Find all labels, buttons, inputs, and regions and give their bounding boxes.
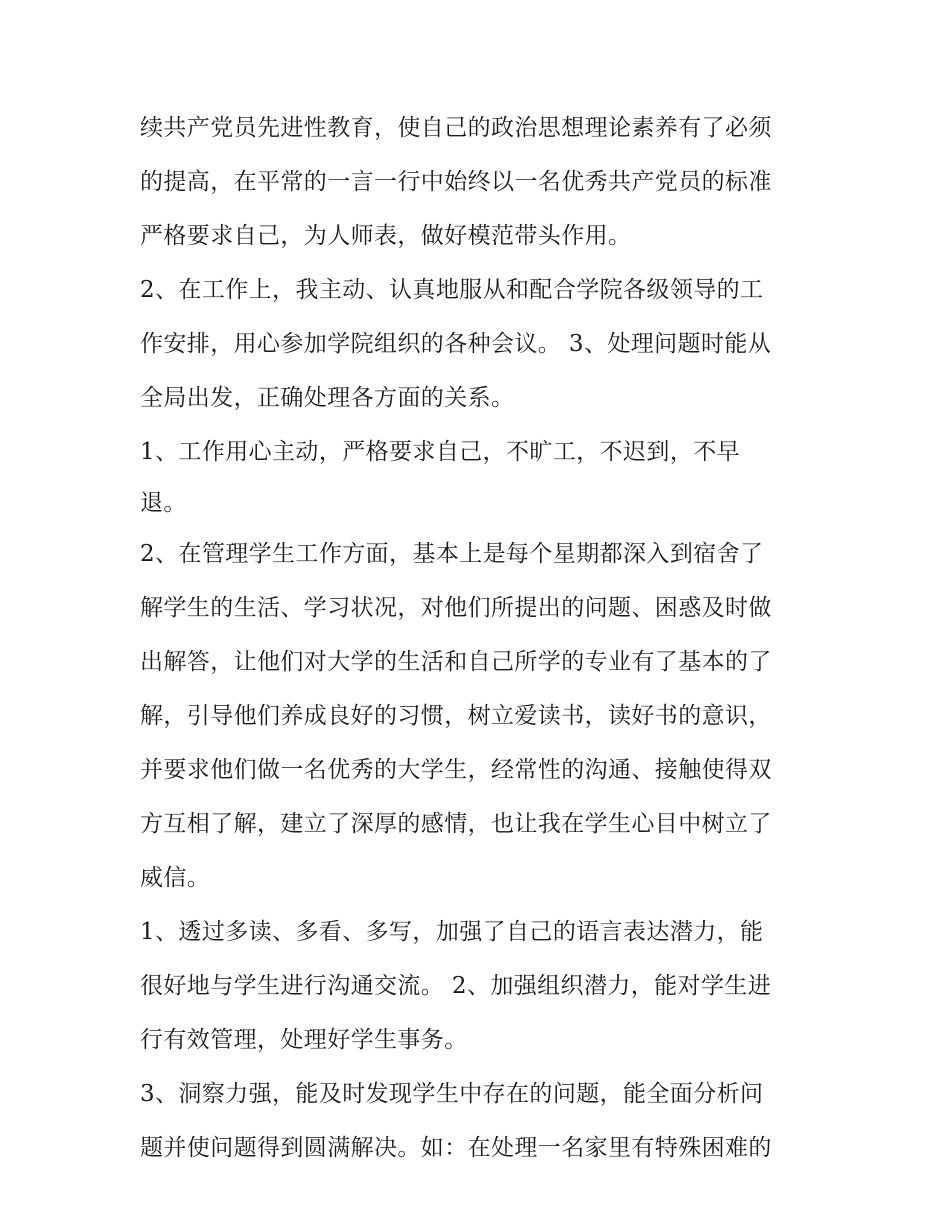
text-line: 1、透过多读、多看、多写，加强了自己的语言表达潜力，能 xyxy=(140,919,764,945)
text-line: 1、工作用心主动，严格要求自己，不旷工，不迟到，不早 xyxy=(140,439,741,465)
text-line: 并要求他们做一名优秀的大学生，经常性的沟通、接触使得双 xyxy=(140,757,772,783)
document-body xyxy=(140,101,820,1175)
text-line: 3、洞察力强，能及时发现学生中存在的问题，能全面分析问 xyxy=(140,1081,764,1107)
text-line: 作安排，用心参加学院组织的各种会议。 3、处理问题时能从 xyxy=(140,331,772,357)
text-line: 行有效管理，处理好学生事务。 xyxy=(140,1027,468,1053)
text-line: 威信。 xyxy=(140,865,211,891)
text-line: 题并使问题得到圆满解决。如：在处理一名家里有特殊困难的 xyxy=(140,1135,772,1161)
text-line: 严格要求自己，为人师表，做好模范带头作用。 xyxy=(140,223,632,249)
text-line: 退。 xyxy=(140,490,187,516)
text-line: 全局出发，正确处理各方面的关系。 xyxy=(140,385,515,411)
text-line: 2、在管理学生工作方面，基本上是每个星期都深入到宿舍了 xyxy=(140,541,764,567)
text-line: 2、在工作上，我主动、认真地服从和配合学院各级领导的工 xyxy=(140,277,764,303)
text-line: 解学生的生活、学习状况，对他们所提出的问题、困惑及时做 xyxy=(140,595,772,621)
text-line: 方互相了解，建立了深厚的感情，也让我在学生心目中树立了 xyxy=(140,811,772,837)
text-line: 很好地与学生进行沟通交流。 2、加强组织潜力，能对学生进 xyxy=(140,973,772,999)
text-line: 的提高，在平常的一言一行中始终以一名优秀共产党员的标准 xyxy=(140,169,772,195)
text-line: 解，引导他们养成良好的习惯，树立爱读书，读好书的意识， xyxy=(140,703,772,729)
text-line: 出解答，让他们对大学的生活和自己所学的专业有了基本的了 xyxy=(140,649,772,675)
text-line: 续共产党员先进性教育，使自己的政治思想理论素养有了必须 xyxy=(140,115,772,141)
